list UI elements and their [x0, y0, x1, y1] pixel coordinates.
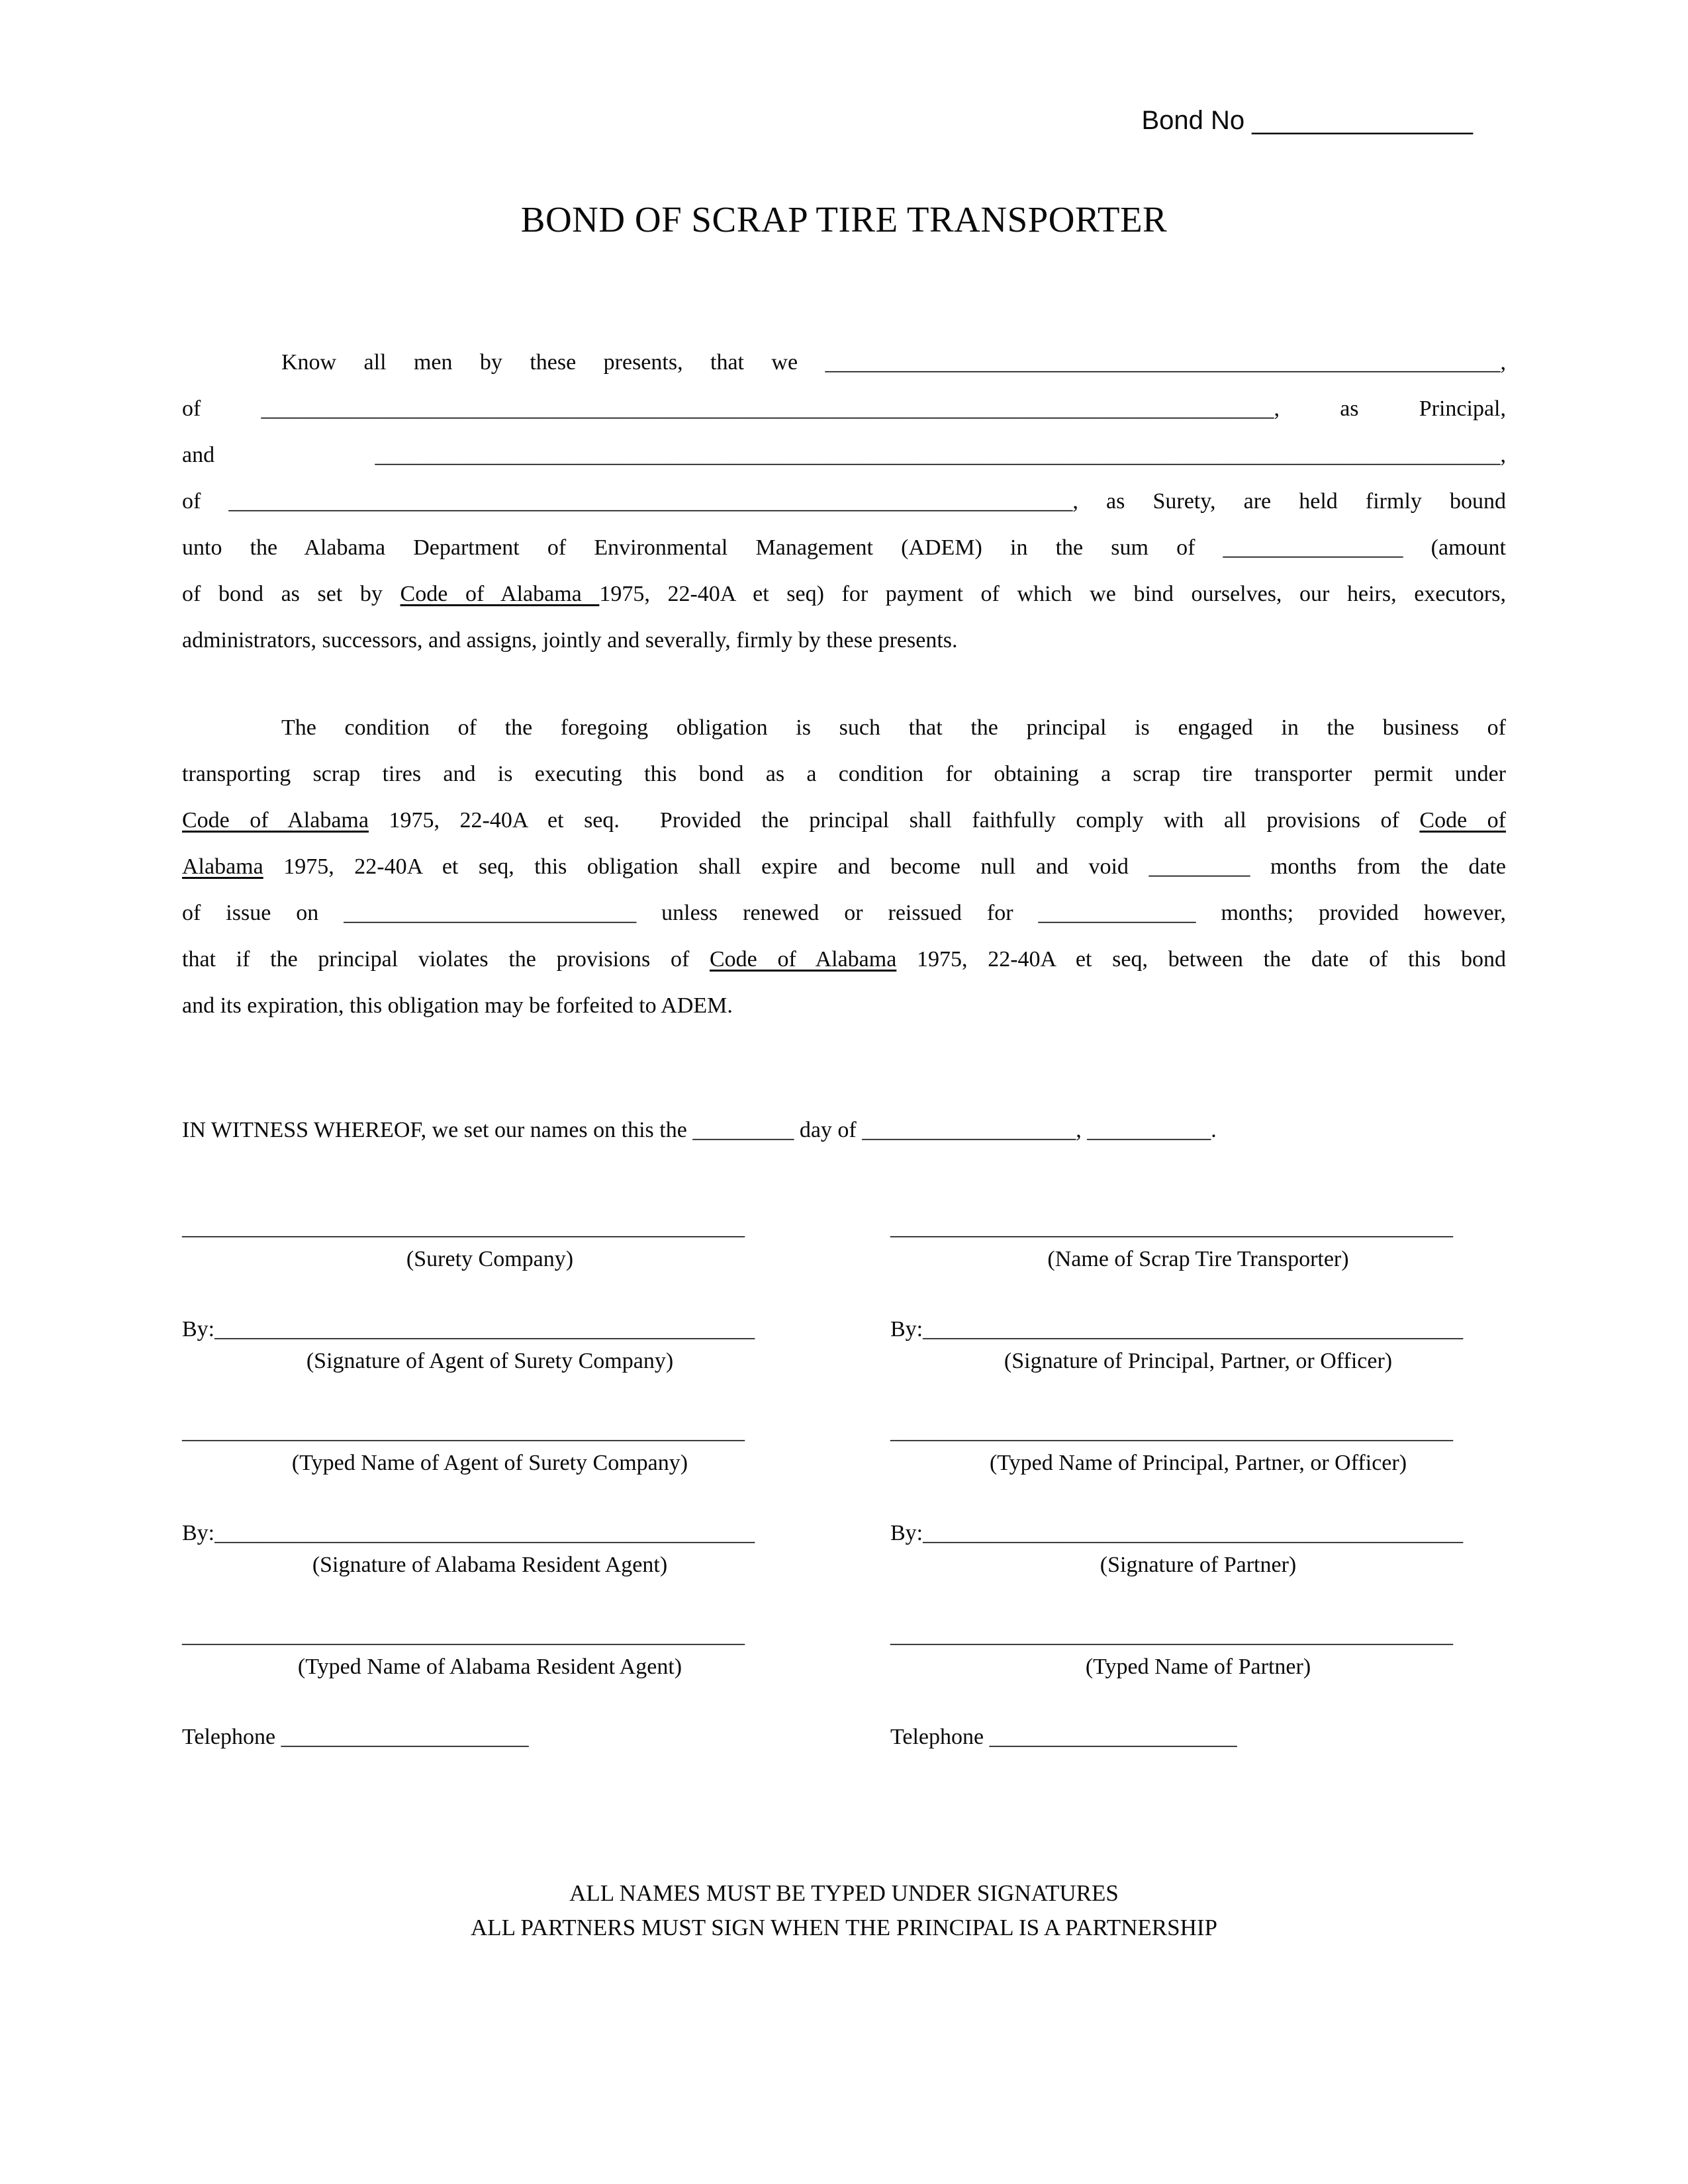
principal-telephone-row [890, 1721, 1506, 1753]
signature-line [182, 1314, 798, 1345]
by-label: By: [890, 1521, 923, 1545]
text-line [182, 751, 1506, 797]
text-segment: unto the Alabama Department of Environmental Management (ADEM) in the sum of ________________ (amount [182, 535, 1506, 560]
underlined-text-segment: Code of Alabama [182, 808, 369, 833]
signature-section [182, 1212, 1506, 1792]
signature-line [890, 1212, 1506, 1244]
partner-typed-name-caption: (Typed Name of Partner) [1085, 1655, 1311, 1679]
text-segment: Know all men by these presents, that we ____________________________________________________________, [281, 350, 1506, 375]
surety-signature-column [182, 1212, 798, 1792]
text-segment: administrators, successors, and assigns, jointly and severally, firmly by these presents. [182, 628, 958, 653]
transporter-name-row [890, 1212, 1506, 1275]
surety-agent-signature-row [182, 1314, 798, 1377]
signature-line [182, 1518, 798, 1549]
signature-blank: __________________________________________________ [182, 1623, 745, 1647]
principal-signature-caption: (Signature of Principal, Partner, or Officer) [1004, 1349, 1393, 1373]
text-segment: The condition of the foregoing obligation is such that the principal is engaged in the business of [281, 715, 1506, 740]
resident-agent-typed-name-row [182, 1619, 798, 1683]
partner-typed-name-row [890, 1619, 1506, 1683]
text-line [182, 983, 1506, 1029]
witness-clause [182, 1107, 1506, 1154]
document-title: BOND OF SCRAP TIRE TRANSPORTER [520, 199, 1168, 240]
signature-line [890, 1416, 1506, 1447]
signature-blank: __________________________________________________ [890, 1623, 1453, 1647]
resident-agent-signature-caption: (Signature of Alabama Resident Agent) [312, 1553, 668, 1577]
underlined-text-segment: Code of [1419, 808, 1506, 833]
text-segment: of ___________________________________________________________________________, as Surety, are held firmly bound [182, 489, 1506, 514]
text-segment: 1975, 22-40A et seq. Provided the principal shall faithfully comply with all provisions of [368, 808, 1420, 833]
telephone-label: Telephone [890, 1725, 990, 1749]
principal-signature-row [890, 1314, 1506, 1377]
text-segment: 1975, 22-40A et seq, this obligation shall expire and become null and void _________ months from the date [263, 854, 1506, 879]
telephone-blank: ______________________ [989, 1725, 1237, 1749]
by-label: By: [890, 1317, 923, 1342]
text-segment: 1975, 22-40A et seq, between the date of this bond [896, 947, 1507, 972]
telephone-line [182, 1721, 798, 1753]
text-line [182, 705, 1506, 751]
text-line [182, 617, 1506, 664]
footer-line-2: ALL PARTNERS MUST SIGN WHEN THE PRINCIPAL IS A PARTNERSHIP [470, 1915, 1217, 1940]
text-line [182, 936, 1506, 983]
text-segment: that if the principal violates the provisions of [182, 947, 710, 972]
text-segment: transporting scrap tires and is executing this bond as a condition for obtaining a scrap tire transporter permit under [182, 762, 1506, 786]
surety-agent-typed-name-caption: (Typed Name of Agent of Surety Company) [291, 1451, 688, 1475]
signature-blank: ________________________________________________ [214, 1521, 755, 1545]
underlined-text-segment: Code of Alabama [400, 582, 600, 606]
signature-line [890, 1619, 1506, 1651]
condition-paragraph [182, 705, 1506, 1029]
transporter-name-caption: (Name of Scrap Tire Transporter) [1047, 1247, 1349, 1271]
signature-line [182, 1416, 798, 1447]
signature-line [182, 1212, 798, 1244]
bond-number-label: Bond No [1141, 106, 1245, 135]
text-segment: and its expiration, this obligation may be forfeited to ADEM. [182, 993, 733, 1018]
signature-line [890, 1314, 1506, 1345]
text-line [182, 386, 1506, 432]
text-line [182, 525, 1506, 571]
signature-line [890, 1518, 1506, 1549]
opening-paragraph [182, 340, 1506, 664]
partner-signature-row [890, 1518, 1506, 1581]
text-line [182, 844, 1506, 890]
underlined-text-segment: Alabama [182, 854, 263, 879]
text-line [182, 797, 1506, 844]
signature-blank: __________________________________________________ [182, 1419, 745, 1443]
bond-number-blank: _______________ [1252, 106, 1473, 135]
underlined-text-segment: Code of Alabama [709, 947, 897, 972]
by-label: By: [182, 1317, 215, 1342]
by-label: By: [182, 1521, 215, 1545]
principal-typed-name-row [890, 1416, 1506, 1479]
telephone-blank: ______________________ [281, 1725, 529, 1749]
principal-typed-name-caption: (Typed Name of Principal, Partner, or Officer) [989, 1451, 1407, 1475]
surety-company-caption: (Surety Company) [406, 1247, 574, 1271]
signature-blank: __________________________________________________ [182, 1215, 745, 1240]
text-segment: of bond as set by [182, 582, 400, 606]
text-segment: IN WITNESS WHEREOF, we set our names on this the _________ day of ___________________, ___________. [182, 1118, 1217, 1142]
surety-agent-signature-caption: (Signature of Agent of Surety Company) [306, 1349, 674, 1373]
signature-blank: ________________________________________________ [214, 1317, 755, 1342]
signature-blank: ________________________________________________ [923, 1317, 1464, 1342]
signature-blank: __________________________________________________ [890, 1215, 1453, 1240]
text-segment: of __________________________________________________________________________________________, as Principal, [182, 396, 1506, 421]
footer-instructions [182, 1876, 1506, 1945]
surety-agent-typed-name-row [182, 1416, 798, 1479]
text-segment: 1975, 22-40A et seq) for payment of which we bind ourselves, our heirs, executors, [599, 582, 1506, 606]
text-line [182, 1107, 1506, 1154]
telephone-label: Telephone [182, 1725, 281, 1749]
resident-agent-typed-name-caption: (Typed Name of Alabama Resident Agent) [297, 1655, 682, 1679]
text-line [182, 890, 1506, 936]
text-segment: of issue on __________________________ unless renewed or reissued for ______________ months; provided however, [182, 901, 1506, 925]
telephone-line [890, 1721, 1506, 1753]
footer-line-1: ALL NAMES MUST BE TYPED UNDER SIGNATURES [569, 1880, 1119, 1906]
text-line [182, 571, 1506, 617]
text-line [182, 340, 1506, 386]
text-line [182, 432, 1506, 478]
resident-agent-signature-row [182, 1518, 798, 1581]
surety-telephone-row [182, 1721, 798, 1753]
principal-signature-column [890, 1212, 1506, 1792]
surety-company-row [182, 1212, 798, 1275]
bond-number-row [182, 106, 1506, 136]
signature-blank: __________________________________________________ [890, 1419, 1453, 1443]
partner-signature-caption: (Signature of Partner) [1100, 1553, 1297, 1577]
signature-line [182, 1619, 798, 1651]
text-segment: and ____________________________________________________________________________________________________, [182, 443, 1506, 467]
text-line [182, 478, 1506, 525]
signature-blank: ________________________________________________ [923, 1521, 1464, 1545]
